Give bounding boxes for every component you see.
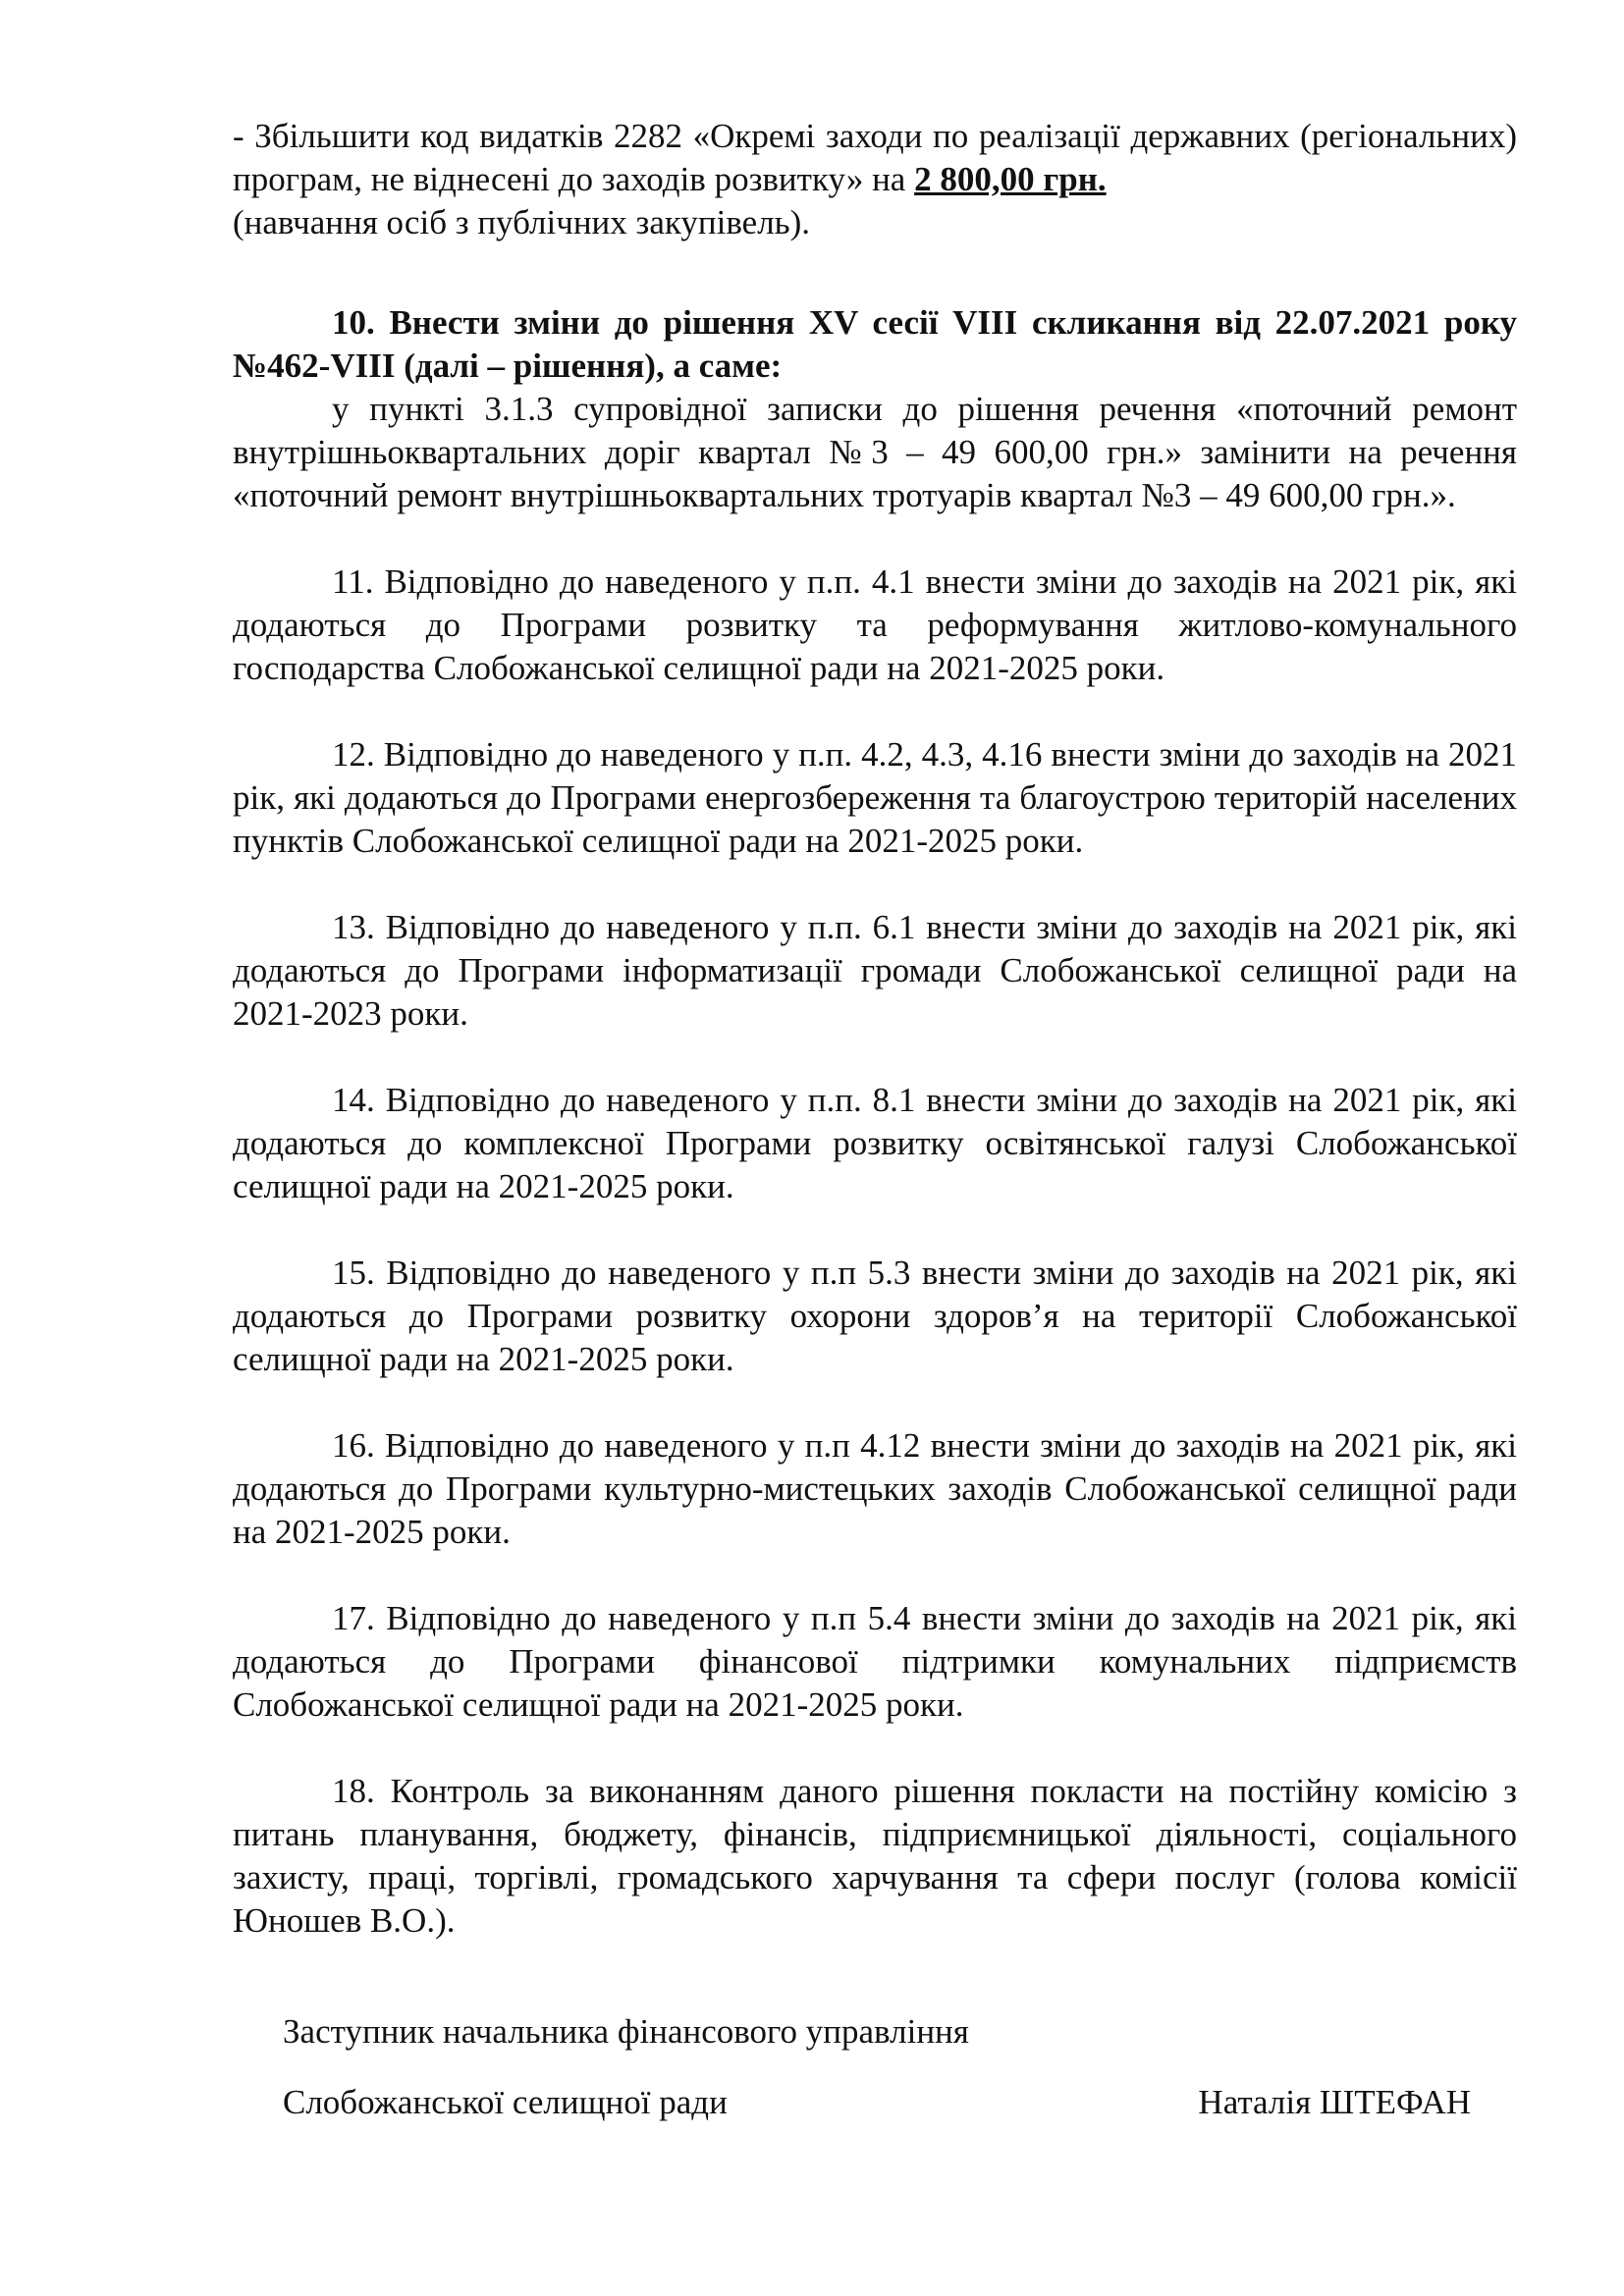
item-12: 12. Відповідно до наведеного у п.п. 4.2, 4.3, 4.16 внести зміни до заходів на 2021 рік, які додаються до Програми енергозбереження та благоустрою територій населених пунктів Слобожанської селищної ради на 2021-2025 роки. — [233, 735, 1517, 860]
amount-highlight: 2 800,00 грн. — [914, 160, 1107, 198]
intro-paragraph — [233, 115, 1517, 244]
signature-position-line1: Заступник начальника фінансового управління — [283, 2012, 969, 2051]
item-11: 11. Відповідно до наведеного у п.п. 4.1 внести зміни до заходів на 2021 рік, які додаються до Програми розвитку та реформування житлово-комунального господарства Слобожанської селищної ради на 2021-2025 роки. — [233, 562, 1517, 687]
signature-row — [283, 2081, 1471, 2124]
item-10-body: у пункті 3.1.3 супровідної записки до рішення речення «поточний ремонт внутрішньоквартальних доріг квартал №3 – 49 600,00 грн.» замінити на речення «поточний ремонт внутрішньоквартальних тротуарів квартал №3 – 49 600,00 грн.». — [233, 390, 1517, 514]
item-15: 15. Відповідно до наведеного у п.п 5.3 внести зміни до заходів на 2021 рік, які додаються до Програми розвитку охорони здоров’я на території Слобожанської селищної ради на 2021-2025 роки. — [233, 1254, 1517, 1378]
item-14: 14. Відповідно до наведеного у п.п. 8.1 внести зміни до заходів на 2021 рік, які додаються до комплексної Програми розвитку освітянської галузі Слобожанської селищної ради на 2021-2025 роки. — [233, 1081, 1517, 1205]
signature-position-line2: Слобожанської селищної ради — [283, 2083, 728, 2121]
document-body — [233, 115, 1517, 1943]
item-16: 16. Відповідно до наведеного у п.п 4.12 внести зміни до заходів на 2021 рік, які додаються до Програми культурно-мистецьких заходів Слобожанської селищної ради на 2021-2025 роки. — [233, 1426, 1517, 1551]
item-13: 13. Відповідно до наведеного у п.п. 6.1 внести зміни до заходів на 2021 рік, які додаються до Програми інформатизації громади Слобожанської селищної ради на 2021-2023 роки. — [233, 908, 1517, 1033]
item-17: 17. Відповідно до наведеного у п.п 5.4 внести зміни до заходів на 2021 рік, які додаються до Програми фінансової підтримки комунальних підприємств Слобожанської селищної ради на 2021-2025 роки. — [233, 1599, 1517, 1724]
signatory-name: Наталія ШТЕФАН — [1198, 2083, 1471, 2121]
item-10-heading: 10. Внести зміни до рішення XV сесії VIII скликання від 22.07.2021 року №462-VIII (далі – рішення), а саме: — [233, 303, 1517, 385]
intro-text: - Збільшити код видатків 2282 «Окремі заходи по реалізації державних (регіональних) програм, не віднесені до заходів розвитку» на — [233, 117, 1517, 198]
intro-note: (навчання осіб з публічних закупівель). — [233, 203, 811, 241]
item-18: 18. Контроль за виконанням даного рішення покласти на постійну комісію з питань планування, бюджету, фінансів, підприємницької діяльності, соціального захисту, праці, торгівлі, громадського харчування та сфери послуг (голова комісії Юношев В.О.). — [233, 1772, 1517, 1940]
signature-block — [283, 2010, 1471, 2124]
